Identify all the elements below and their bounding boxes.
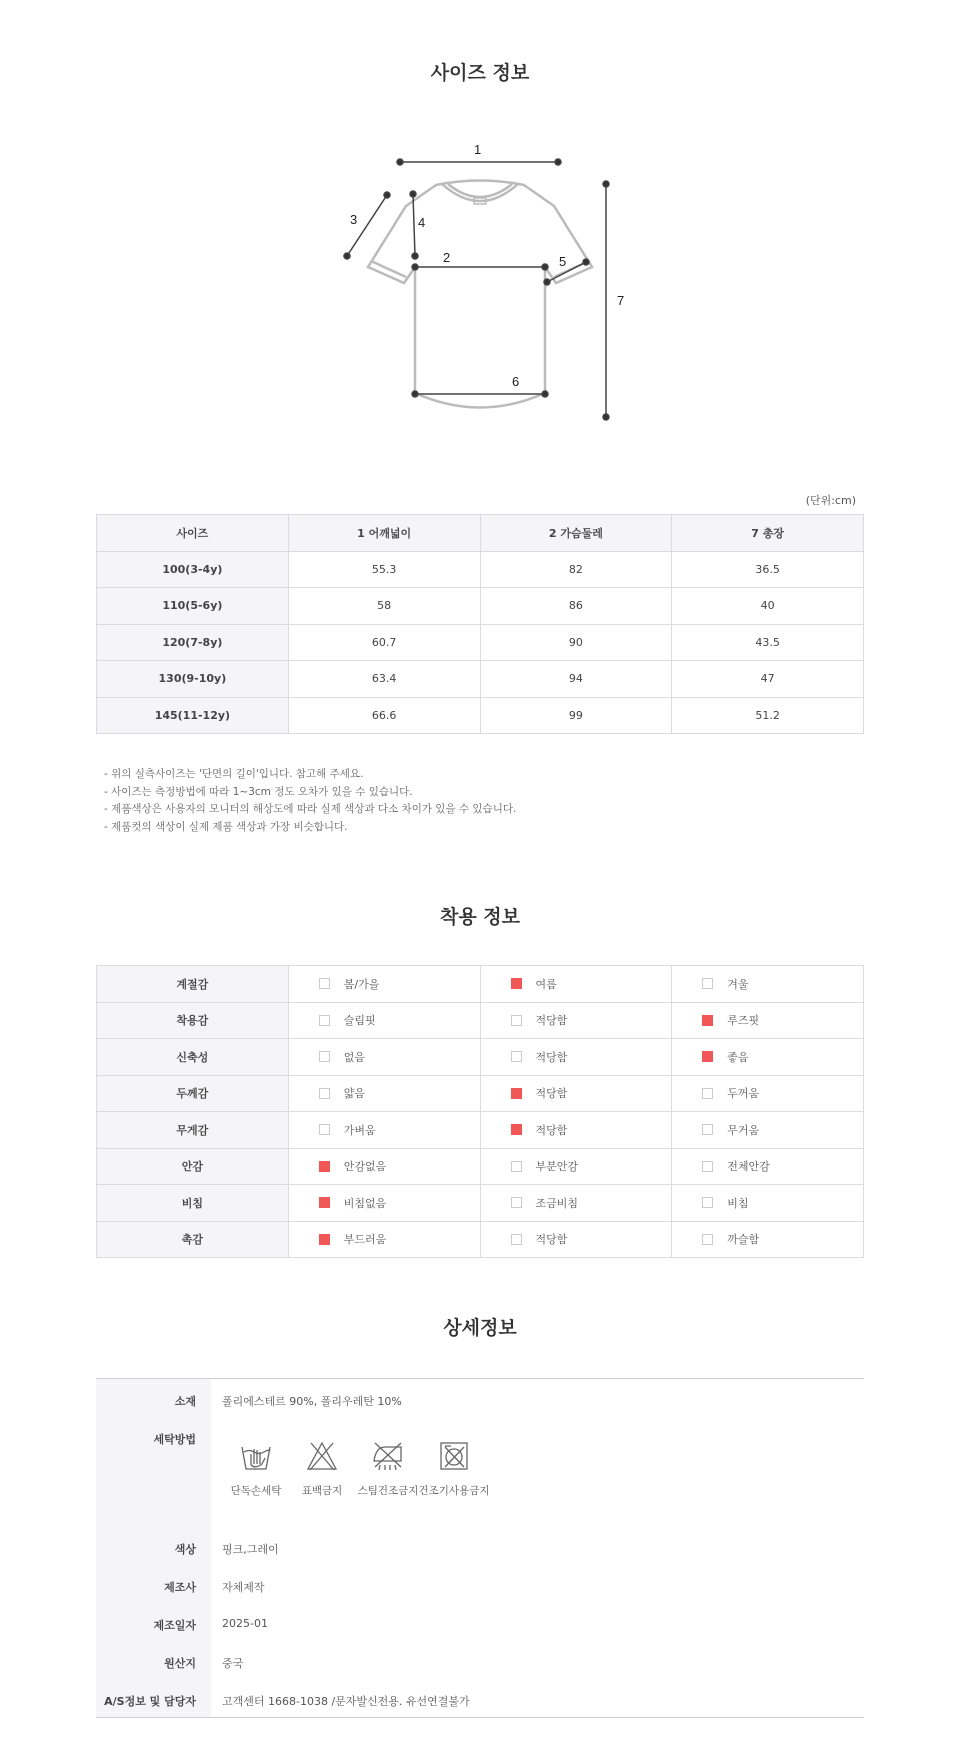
wear-option: [480, 966, 672, 1003]
value-cell: 47: [672, 661, 864, 698]
color-label: 색상: [174, 1543, 196, 1556]
unchecked-box-icon: [511, 1197, 522, 1208]
note-line: - 사이즈는 측정방법에 따라 1~3cm 정도 오차가 있을 수 있습니다.: [104, 785, 413, 798]
care-item: [414, 1439, 494, 1498]
hand-wash-icon: [239, 1439, 273, 1473]
value-cell: 43.5: [672, 624, 864, 661]
wear-option: [288, 966, 480, 1003]
size-table-header: [97, 515, 864, 552]
value-cell: 63.4: [288, 661, 480, 698]
table-row: [97, 661, 864, 698]
wear-option: [672, 1112, 864, 1149]
unchecked-box-icon: [319, 1015, 330, 1026]
detail-table: [96, 1378, 864, 1718]
unit-label: (단위:cm): [805, 494, 856, 507]
wear-option: [480, 1002, 672, 1039]
table-row: [97, 624, 864, 661]
date-label: 제조일자: [153, 1619, 196, 1632]
value-cell: 40: [672, 588, 864, 625]
unchecked-box-icon: [511, 1161, 522, 1172]
wear-option: [672, 1148, 864, 1185]
care-label-no-bleach: 표백금지: [301, 1485, 343, 1497]
wear-row-label: 두께감: [97, 1075, 289, 1112]
color-value: 핑크,그레이: [222, 1543, 279, 1556]
note-line: - 제품색상은 사용자의 모니터의 해상도에 따라 실제 색상과 다소 차이가 있을 수 있습니다.: [104, 803, 517, 815]
checked-box-icon: [702, 1051, 713, 1062]
wear-option-label: 안감없음: [343, 1160, 387, 1174]
value-cell: 94: [480, 661, 672, 698]
wear-option: [288, 1148, 480, 1185]
wear-option: [288, 1075, 480, 1112]
unchecked-box-icon: [319, 1088, 330, 1099]
wear-option-label: 적당함: [535, 1233, 568, 1247]
detail-section-title: 상세정보: [443, 1317, 517, 1339]
unchecked-box-icon: [702, 1234, 713, 1245]
wear-row: [97, 1185, 864, 1222]
header-size: 사이즈: [97, 515, 289, 552]
diagram-label-5: 5: [559, 254, 567, 269]
value-cell: 66.6: [288, 697, 480, 734]
wear-option: [672, 1221, 864, 1258]
wear-option: [288, 1112, 480, 1149]
no-tumble-dry-icon: [437, 1439, 471, 1473]
unchecked-box-icon: [702, 1161, 713, 1172]
checked-box-icon: [511, 978, 522, 989]
wear-option: [480, 1075, 672, 1112]
wear-option-label: 루즈핏: [727, 1014, 760, 1028]
unchecked-box-icon: [702, 1124, 713, 1135]
unchecked-box-icon: [702, 1088, 713, 1099]
wear-option-label: 슬림핏: [343, 1014, 376, 1028]
unchecked-box-icon: [702, 1197, 713, 1208]
wear-option-label: 무거움: [727, 1123, 760, 1137]
size-notes: [104, 766, 516, 836]
wear-row: [97, 966, 864, 1003]
wear-option-label: 적당함: [535, 1014, 568, 1028]
wear-table: [96, 965, 864, 1258]
value-cell: 60.7: [288, 624, 480, 661]
wear-option-label: 여름: [535, 977, 557, 991]
wear-option: [672, 1039, 864, 1076]
origin-label: 원산지: [164, 1657, 196, 1670]
no-bleach-icon: [305, 1439, 339, 1473]
diagram-label-1: 1: [474, 142, 482, 157]
wear-option-label: 조금비침: [535, 1196, 579, 1210]
material-value: 폴리에스테르 90%, 폴리우레탄 10%: [222, 1395, 402, 1408]
wear-option: [480, 1221, 672, 1258]
wear-option-label: 부드러움: [343, 1233, 387, 1247]
wear-option: [480, 1039, 672, 1076]
diagram-label-4: 4: [418, 215, 426, 230]
unchecked-box-icon: [319, 1124, 330, 1135]
wear-option-label: 전체안감: [727, 1160, 770, 1174]
wear-option: [672, 1075, 864, 1112]
header-chest: 2 가슴둘레: [480, 515, 672, 552]
unchecked-box-icon: [511, 1051, 522, 1062]
size-cell: 110(5-6y): [97, 588, 289, 625]
wear-option: [288, 1039, 480, 1076]
checked-box-icon: [511, 1088, 522, 1099]
wear-option: [480, 1185, 672, 1222]
tshirt-measurement-diagram: [330, 140, 630, 430]
header-shoulder: 1 어깨넓이: [288, 515, 480, 552]
wear-row: [97, 1221, 864, 1258]
wear-option-label: 까슬함: [727, 1233, 760, 1247]
unchecked-box-icon: [319, 978, 330, 989]
checked-box-icon: [319, 1197, 330, 1208]
wear-row-label: 계절감: [97, 966, 289, 1003]
size-cell: 130(9-10y): [97, 661, 289, 698]
value-cell: 58: [288, 588, 480, 625]
wear-row-label: 착용감: [97, 1002, 289, 1039]
maker-value: 자체제작: [222, 1581, 265, 1594]
unchecked-box-icon: [511, 1234, 522, 1245]
care-label-no-steam: 스팀건조금지: [357, 1485, 419, 1497]
origin-value: 중국: [222, 1657, 244, 1670]
value-cell: 82: [480, 551, 672, 588]
care-label-no-dryer: 건조기사용금지: [418, 1485, 490, 1497]
wear-option-label: 가벼움: [343, 1123, 376, 1137]
wash-label: 세탁방법: [153, 1433, 196, 1446]
wear-option-label: 좋음: [727, 1050, 749, 1064]
wear-row: [97, 1075, 864, 1112]
wear-row-label: 안감: [97, 1148, 289, 1185]
wear-option: [288, 1002, 480, 1039]
note-line: - 제품컷의 색상이 실제 제품 색상과 가장 비슷합니다.: [104, 820, 348, 833]
wear-option-label: 적당함: [535, 1050, 568, 1064]
wear-section-title: 착용 정보: [439, 906, 521, 928]
note-line: - 위의 실측사이즈는 '단면의 길이'입니다. 참고해 주세요.: [104, 768, 364, 780]
care-label-hand-wash: 단독손세탁: [230, 1485, 282, 1497]
wear-row-label: 무게감: [97, 1112, 289, 1149]
wear-option: [480, 1148, 672, 1185]
wear-option-label: 비침없음: [343, 1196, 387, 1210]
date-value: 2025-01: [222, 1617, 268, 1630]
table-row: [97, 588, 864, 625]
checked-box-icon: [319, 1161, 330, 1172]
wear-option: [672, 966, 864, 1003]
value-cell: 99: [480, 697, 672, 734]
wear-option-label: 적당함: [535, 1087, 568, 1101]
diagram-label-3: 3: [350, 212, 358, 227]
table-row: [97, 697, 864, 734]
wear-option-label: 얇음: [343, 1087, 366, 1101]
table-row: [97, 551, 864, 588]
wear-row: [97, 1002, 864, 1039]
size-cell: 120(7-8y): [97, 624, 289, 661]
checked-box-icon: [702, 1015, 713, 1026]
checked-box-icon: [319, 1234, 330, 1245]
wear-option-label: 겨울: [727, 977, 749, 991]
care-icons: [216, 1439, 516, 1509]
as-label: A/S정보 및 담당자: [104, 1695, 196, 1708]
size-section-title: 사이즈 정보: [430, 62, 530, 84]
wear-option-label: 부분안감: [535, 1160, 579, 1174]
no-steam-iron-icon: [371, 1439, 405, 1473]
value-cell: 36.5: [672, 551, 864, 588]
value-cell: 86: [480, 588, 672, 625]
wear-option-label: 비침: [727, 1196, 749, 1210]
wear-option: [672, 1185, 864, 1222]
wear-option: [288, 1221, 480, 1258]
value-cell: 51.2: [672, 697, 864, 734]
size-table: [96, 514, 864, 734]
value-cell: 55.3: [288, 551, 480, 588]
wear-row-label: 신축성: [97, 1039, 289, 1076]
wear-row: [97, 1112, 864, 1149]
unchecked-box-icon: [702, 978, 713, 989]
maker-label: 제조사: [164, 1581, 196, 1594]
header-length: 7 총장: [672, 515, 864, 552]
size-cell: 145(11-12y): [97, 697, 289, 734]
diagram-label-2: 2: [443, 250, 451, 265]
wear-row: [97, 1148, 864, 1185]
wear-option: [288, 1185, 480, 1222]
wear-row-label: 촉감: [97, 1221, 289, 1258]
wear-option: [480, 1112, 672, 1149]
wear-option-label: 없음: [343, 1050, 366, 1064]
wear-option-label: 적당함: [535, 1123, 568, 1137]
wear-option-label: 두꺼움: [727, 1087, 760, 1101]
unchecked-box-icon: [319, 1051, 330, 1062]
wear-row: [97, 1039, 864, 1076]
unchecked-box-icon: [511, 1015, 522, 1026]
size-cell: 100(3-4y): [97, 551, 289, 588]
as-value: 고객센터 1668-1038 /문자발신전용. 유선연결불가: [222, 1695, 470, 1708]
wear-option-label: 봄/가을: [343, 977, 380, 991]
value-cell: 90: [480, 624, 672, 661]
material-label: 소재: [174, 1395, 196, 1408]
diagram-label-6: 6: [512, 374, 520, 389]
checked-box-icon: [511, 1124, 522, 1135]
wear-row-label: 비침: [97, 1185, 289, 1222]
wear-option: [672, 1002, 864, 1039]
diagram-label-7: 7: [617, 293, 625, 308]
